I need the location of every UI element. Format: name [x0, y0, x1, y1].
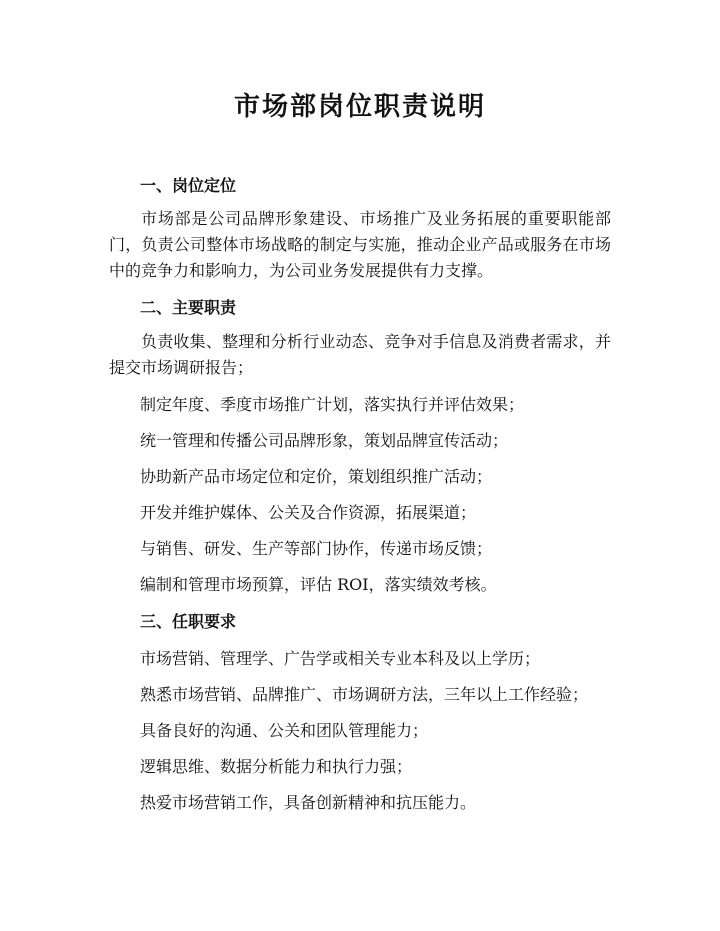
- requirement-item: 熟悉市场营销、品牌推广、市场调研方法，三年以上工作经验；: [140, 685, 589, 704]
- requirement-item: 逻辑思维、数据分析能力和执行力强；: [140, 757, 413, 776]
- duty-item: 与销售、研发、生产等部门协作，传递市场反馈；: [140, 539, 493, 558]
- section-heading-requirements: 三、任职要求: [140, 612, 237, 631]
- requirement-item: 市场营销、管理学、广告学或相关专业本科及以上学历；: [140, 649, 541, 668]
- section-heading-positioning: 一、岗位定位: [140, 176, 237, 195]
- duty-item: 统一管理和传播公司品牌形象，策划品牌宣传活动；: [140, 431, 509, 450]
- duty-item: 协助新产品市场定位和定价，策划组织推广活动；: [140, 467, 493, 486]
- requirement-item: 热爱市场营销工作，具备创新精神和抗压能力。: [140, 793, 477, 812]
- duties-intro-paragraph: 负责收集、整理和分析行业动态、竞争对手信息及消费者需求，并提交市场调研报告；: [109, 332, 611, 377]
- page-title: 市场部岗位职责说明: [233, 92, 486, 122]
- requirement-item: 具备良好的沟通、公关和团队管理能力；: [140, 721, 429, 740]
- duty-item: 制定年度、季度市场推广计划，落实执行并评估效果；: [140, 395, 525, 414]
- duty-item: 开发并维护媒体、公关及合作资源，拓展渠道；: [140, 503, 477, 522]
- section-heading-duties: 二、主要职责: [140, 298, 237, 317]
- positioning-paragraph: 市场部是公司品牌形象建设、市场推广及业务拓展的重要职能部门，负责公司整体市场战略的制定与实施，推动企业产品或服务在市场中的竞争力和影响力，为公司业务发展提供有力支撑。: [109, 209, 611, 280]
- duty-item: 编制和管理市场预算，评估 ROI，落实绩效考核。: [140, 575, 497, 594]
